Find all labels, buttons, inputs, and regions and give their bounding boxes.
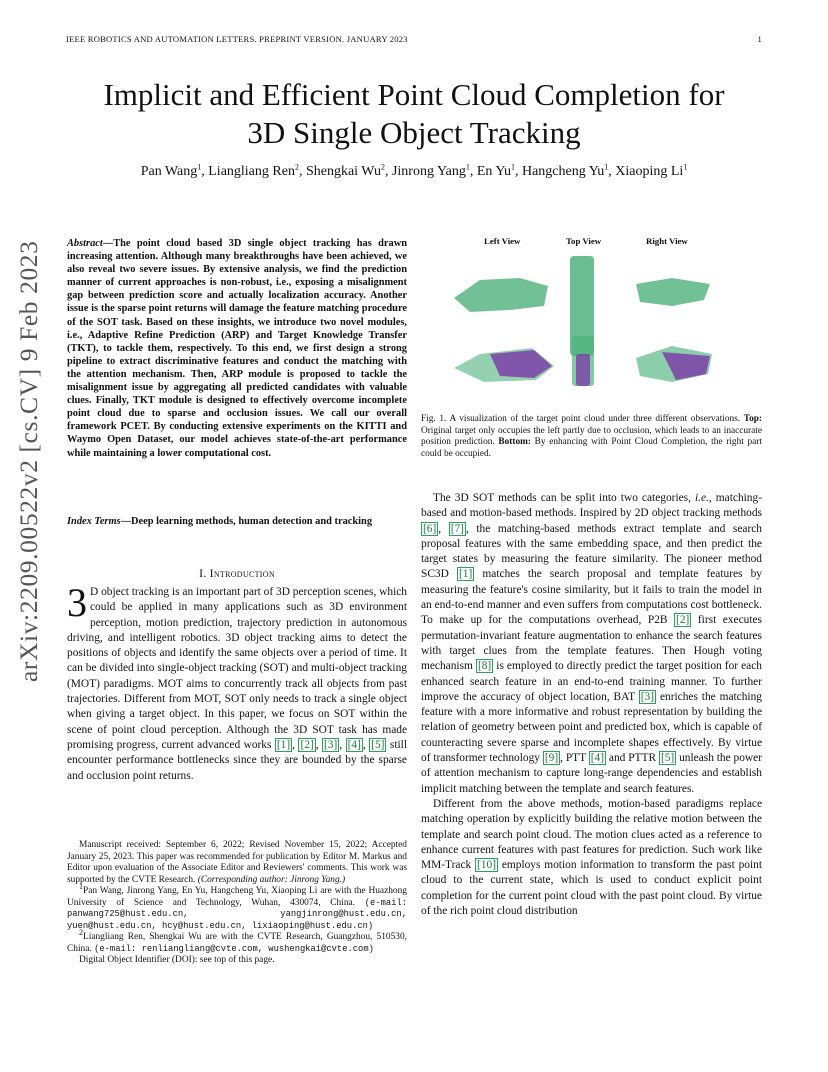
paragraph: The 3D SOT methods can be split into two categories, i.e., matching-based and motion-based methods. Inspired by 2D object tracking methods [6] , [7] , the matching-based methods extract template and search proposal features with the same embedding space, and then predict the target states by measuring the feature similarity. The pioneer method SC3D [1] matches the search proposal and template features by measuring the feature's cosine similarity, but it fails to train the model in an end-to-end manner and even suffers from computations cost bottleneck. To make up for the computations overhead, P2B [2] first executes permutation-invariant feature augmentation to enhance the search features with target clues from the template features. Then Hough voting mechanism [8] is employed to directly predict the target position for each enhanced search feature in an end-to-end training manner. To further improve the accuracy of object location, BAT [3] enriches the matching feature with a more informative and robust representation by building the relation of geometry between point and predicted box, which is capable of counteracting severe sparse and incomplete shapes effectively. By virtue of transformer technology [9] , PTT [4] and PTTR [5] unleash the power of attention mechanism to capture long-range dependencies and establish implicit matching between the template and search features.: [421, 492, 763, 795]
index-terms-text: —Deep learning methods, human detection and tracking: [120, 516, 373, 527]
author: Xiaoping Li$^1$: [615, 162, 688, 179]
arxiv-stamp: arXiv:2209.00522v2 [cs.CV] 9 Feb 2023: [14, 240, 43, 682]
top-view-label: Top View: [566, 236, 602, 246]
citation-link[interactable]: [10]: [477, 859, 497, 872]
author: Liangliang Ren$^2$,: [208, 162, 306, 179]
author: Pan Wang$^1$,: [140, 162, 209, 179]
right-column-body: [421, 491, 762, 919]
intro-paragraph: 3 D object tracking is an important part of 3D perception scenes, which could be applied in many applications such as 3D environment perception, motion prediction, trajectory prediction in autonomous driving, and intelligent robotics. 3D object tracking aims to detect the positions of objects and identify the same objects over a period of time. It can be divided into single-object tracking (SOT) and multi-object tracking (MOT) paradigms. MOT aims to concurrently track all objects from past trajectories. Different from MOT, SOT only needs to track a single object when giving a target object. In this paper, we focus on SOT within the scene of point cloud perception. Although the 3D SOT task has made promising progress, current advanced works [1] , [2] , [3] , [4] , [5] still encounter performance bottlenecks since they are bounded by the sparse and occlusion point returns.: [67, 580, 407, 782]
citation-link[interactable]: [3]: [640, 690, 655, 703]
citation-link[interactable]: [4]: [347, 738, 361, 751]
citation-link[interactable]: [5]: [660, 752, 675, 765]
left-view-label: Left View: [484, 236, 521, 246]
citation-link[interactable]: [6]: [423, 522, 437, 535]
footnotes: [67, 840, 407, 967]
figure-1: [440, 236, 744, 396]
citation-link[interactable]: [8]: [477, 660, 492, 673]
abstract: [67, 237, 407, 460]
right-view-label: Right View: [646, 236, 688, 246]
author: Jinrong Yang$^1$,: [391, 162, 477, 179]
running-header: [66, 34, 762, 44]
index-terms-label: Index Terms: [67, 516, 121, 527]
citation-link[interactable]: [5]: [371, 738, 385, 751]
email-list: (e-mail: renliangliang@cvte.com, wushengkai@cvte.com): [94, 943, 374, 954]
citation-link[interactable]: [2]: [676, 614, 690, 627]
author: En Yu$^1$,: [476, 162, 522, 179]
citation-link[interactable]: [9]: [544, 752, 559, 765]
citation-link[interactable]: [1]: [459, 568, 473, 581]
point-cloud-right-bottom: [636, 346, 712, 382]
citation-link[interactable]: [7]: [450, 522, 464, 535]
citation-link[interactable]: [4]: [590, 752, 605, 765]
title-line-2: 3D Single Object Tracking: [247, 115, 581, 150]
author: Shengkai Wu$^2$,: [305, 162, 392, 179]
paragraph: Different from the above methods, motion-based paradigms replace matching operation by explicitly building the relative motion between the template and search point cloud. The motion clues acted as a reference to enhance current features with past features for prediction. Such work like MM-Track [10] employs motion information to transform the past point cloud to the current state, which is used to conduct explicit point completion for the current point cloud with the past point cloud. By virtue of the rich point cloud distribution: [421, 797, 762, 918]
point-cloud-right-top: [636, 278, 710, 306]
index-terms: [67, 515, 407, 528]
citation-link[interactable]: [3]: [324, 738, 338, 751]
section-heading: I. Introduction: [199, 567, 275, 580]
section-title: Introduction: [209, 567, 275, 580]
point-cloud-center-bottom: [572, 336, 594, 386]
author: Hangcheng Yu$^1$,: [521, 162, 616, 179]
point-cloud-visualization: [440, 236, 744, 396]
point-cloud-left-bottom: [454, 348, 554, 382]
title-line-1: Implicit and Efficient Point Cloud Completion for: [103, 77, 725, 112]
citation-link[interactable]: [2]: [300, 738, 314, 751]
footnote-doi: Digital Object Identifier (DOI): see top of this page.: [79, 955, 275, 965]
figure-caption: Fig. 1. A visualization of the target point cloud under three different observations. Top: Original target only occupies the left partly due to occlusion, which leads to an inaccurate position prediction. Bottom: By enhancing with Point Cloud Completion, the right part could be occupied.: [421, 414, 762, 459]
point-cloud-left-top: [454, 278, 548, 312]
footnote-affiliation-1: $^1$Pan Wang, Jinrong Yang, En Yu, Hangcheng Yu, Xiaoping Li are with the Huazhong University of Science and Technology, Wuhan, 430074, China. (e-mail: panwang725@hust.edu.cn, yangjinrong@hust.edu.cn, yuen@hust.edu.cn, hcy@hust.edu.cn, lixiaoping@hust.edu.cn): [67, 881, 408, 931]
author-list: [40, 164, 788, 180]
citation-link[interactable]: [1]: [276, 738, 291, 751]
footnote-corresponding: (Corresponding author: Jinrong Yang.): [197, 874, 346, 885]
abstract-text: —The point cloud based 3D single object tracking has drawn increasing attention. Although many breakthroughs have been achieved, we also reveal two severe issues. By extensive analysis, we find the prediction manner of current approaches is non-robust, i.e., exposing a misalignment gap between prediction score and actually localization accuracy. Another issue is the sparse point returns will damage the feature matching procedure of the SOT task. Based on these insights, we introduce two novel modules, i.e., Adaptive Refine Prediction (ARP) and Target Knowledge Transfer (TKT), to tackle them, respectively. To this end, we first design a strong pipeline to extract discriminative features and conduct the matching with the attention mechanism. Then, ARP module is proposed to tackle the misalignment issue by aggregating all predicted candidates with valuable clues. Finally, TKT module is designed to effectively overcome incomplete point cloud due to sparse and occlusion issues. We call our overall framework PCET. By conducting extensive experiments on the KITTI and Waymo Open Dataset, our model achieves state-of-the-art performance while maintaining a lower computational cost.: [67, 238, 407, 459]
journal-header: IEEE ROBOTICS AND AUTOMATION LETTERS. PREPRINT VERSION. JANUARY 2023: [66, 34, 408, 44]
abstract-label: Abstract: [67, 238, 103, 249]
footnote-affiliation-2: $^2$Liangliang Ren, Shengkai Wu are with the CVTE Research, Guangzhou, 510530, China. (e-mail: renliangliang@cvte.com, wushengkai@cvte.com): [67, 927, 407, 954]
paper-title: [40, 76, 788, 152]
footnote-received: Manuscript received: September 6, 2022; Revised November 15, 2022; Accepted January 25, 2023. This paper was recommended for publication by Editor M. Markus and Editor upon evaluation of the Associate Editor and Reviewers' comments. This work was supported by the CVTE Research. (Corresponding author: Jinrong Yang.): [67, 840, 407, 885]
email-list: (e-mail: panwang725@hust.edu.cn, yangjinrong@hust.edu.cn, yuen@hust.edu.cn, hcy@hust.edu.cn, lixiaoping@hust.edu.cn): [67, 897, 408, 931]
page-number: 1: [757, 34, 762, 44]
drop-cap: 3: [67, 580, 87, 625]
